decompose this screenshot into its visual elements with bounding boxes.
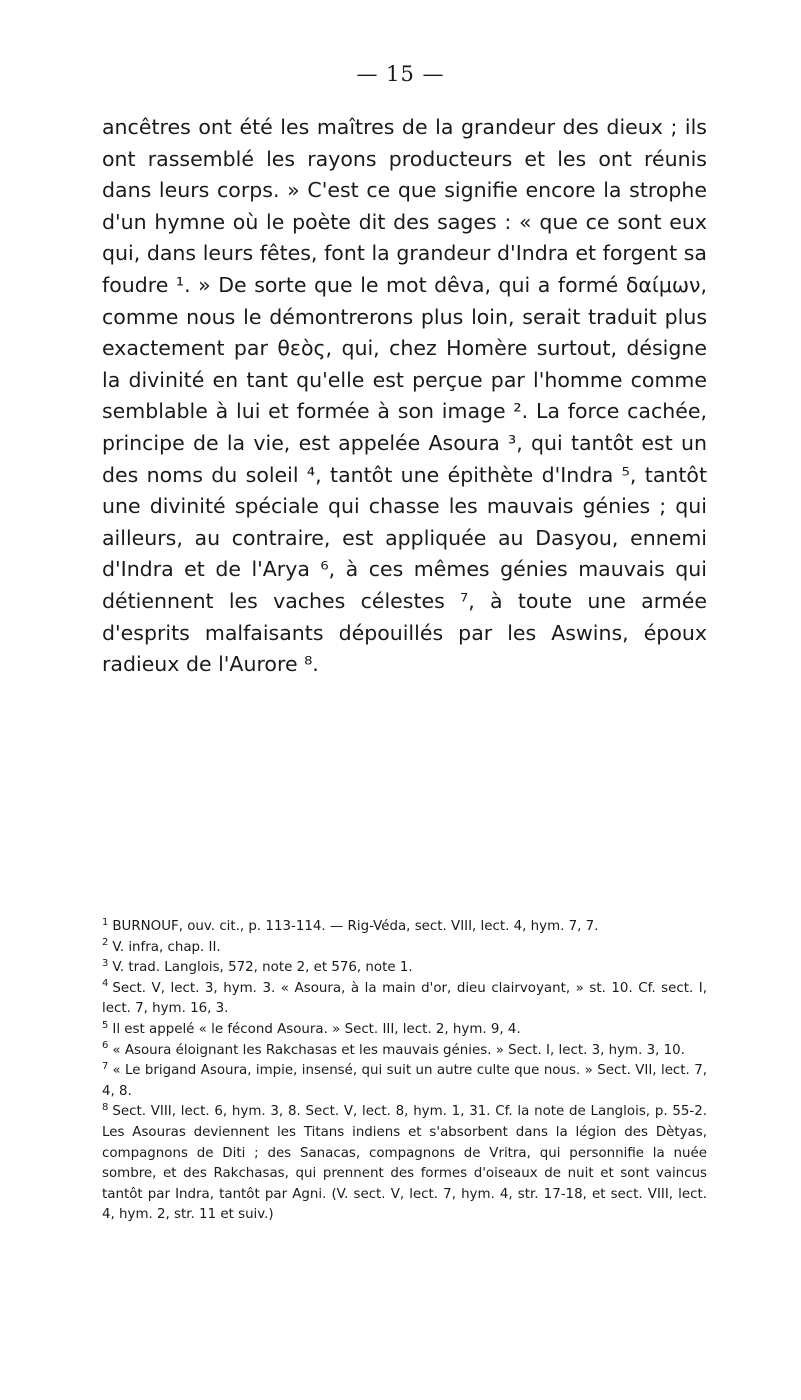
footnotes <box>102 917 707 1226</box>
footnote-3 <box>102 958 707 979</box>
footnote-number: 2 <box>102 937 109 949</box>
footnote-4 <box>102 979 707 1020</box>
footnote-8 <box>102 1102 707 1226</box>
footnote-number: 6 <box>102 1040 109 1052</box>
footnote-text: V. trad. Langlois, 572, note 2, et 576, note 1. <box>112 960 413 976</box>
main-text <box>102 112 707 681</box>
footnote-1 <box>102 917 707 938</box>
footnote-5 <box>102 1020 707 1041</box>
footnote-number: 8 <box>102 1101 109 1113</box>
footnote-text: BURNOUF, ouv. cit., p. 113-114. — Rig-Véda, sect. VIII, lect. 4, hym. 7, 7. <box>112 919 599 934</box>
footnote-7 <box>102 1061 707 1102</box>
footnote-number: 3 <box>102 957 109 969</box>
footnote-text: Sect. V, lect. 3, hym. 3. « Asoura, à la main d'or, dieu clairvoyant, » st. 10. Cf. sect. I, lect. 7, hym. 16, 3. <box>102 980 707 1017</box>
page-number: — 15 — <box>356 62 445 86</box>
footnote-number: 1 <box>102 916 109 928</box>
body-paragraph: ancêtres ont été les maîtres de la grandeur des dieux ; ils ont rassemblé les rayons producteurs et les ont réunis dans leurs corps. » C'est ce que signifie encore la strophe d'un hymne où le poète dit des sages : « que ce sont eux qui, dans leurs fêtes, font la grandeur d'Indra et forgent sa foudre ¹. » De sorte que le mot dêva, qui a formé δαίμων, comme nous le démontrerons plus loin, serait traduit plus exactement par θεὸς, qui, chez Homère surtout, désigne la divinité en tant qu'elle est perçue par l'homme comme semblable à lui et formée à son image ². La force cachée, principe de la vie, est appelée Asoura ³, qui tantôt est un des noms du soleil ⁴, tantôt une épithète d'Indra ⁵, tantôt une divinité spéciale qui chasse les mauvais génies ; qui ailleurs, au contraire, est appliquée au Dasyou, ennemi d'Indra et de l'Arya ⁶, à ces mêmes génies mauvais qui détiennent les vaches célestes ⁷, à toute une armée d'esprits malfaisants dépouillés par les Aswins, époux radieux de l'Aurore ⁸. <box>102 115 707 677</box>
footnote-number: 4 <box>102 978 109 990</box>
footnote-text: Sect. VIII, lect. 6, hym. 3, 8. Sect. V, lect. 8, hym. 1, 31. Cf. la note de Langlois, p. 55-2. Les Asouras deviennent les Titans indiens et s'absorbent dans la légion des Dètyas, compagnons de Diti ; des Sanacas, compagnons de Vritra, qui personnifie la nuée sombre, et des Rakchasas, qui prennent des formes d'oiseaux de nuit et sont vaincus tantôt par Indra, tantôt par Agni. (V. sect. V, lect. 7, hym. 4, str. 17-18, et sect. VIII, lect. 4, hym. 2, str. 11 et suiv.) <box>102 1104 707 1223</box>
footnote-2 <box>102 938 707 959</box>
footnote-6 <box>102 1041 707 1062</box>
footnote-text: Il est appelé « le fécond Asoura. » Sect. III, lect. 2, hym. 9, 4. <box>112 1021 521 1037</box>
footnote-number: 5 <box>102 1019 109 1031</box>
footnote-text: « Asoura éloignant les Rakchasas et les mauvais génies. » Sect. I, lect. 3, hym. 3, 10. <box>112 1042 685 1058</box>
footnote-number: 7 <box>102 1060 109 1072</box>
footnote-text: « Le brigand Asoura, impie, insensé, qui suit un autre culte que nous. » Sect. VII, lect. 7, 4, 8. <box>102 1063 707 1099</box>
footnote-text: V. infra, chap. II. <box>112 939 221 955</box>
